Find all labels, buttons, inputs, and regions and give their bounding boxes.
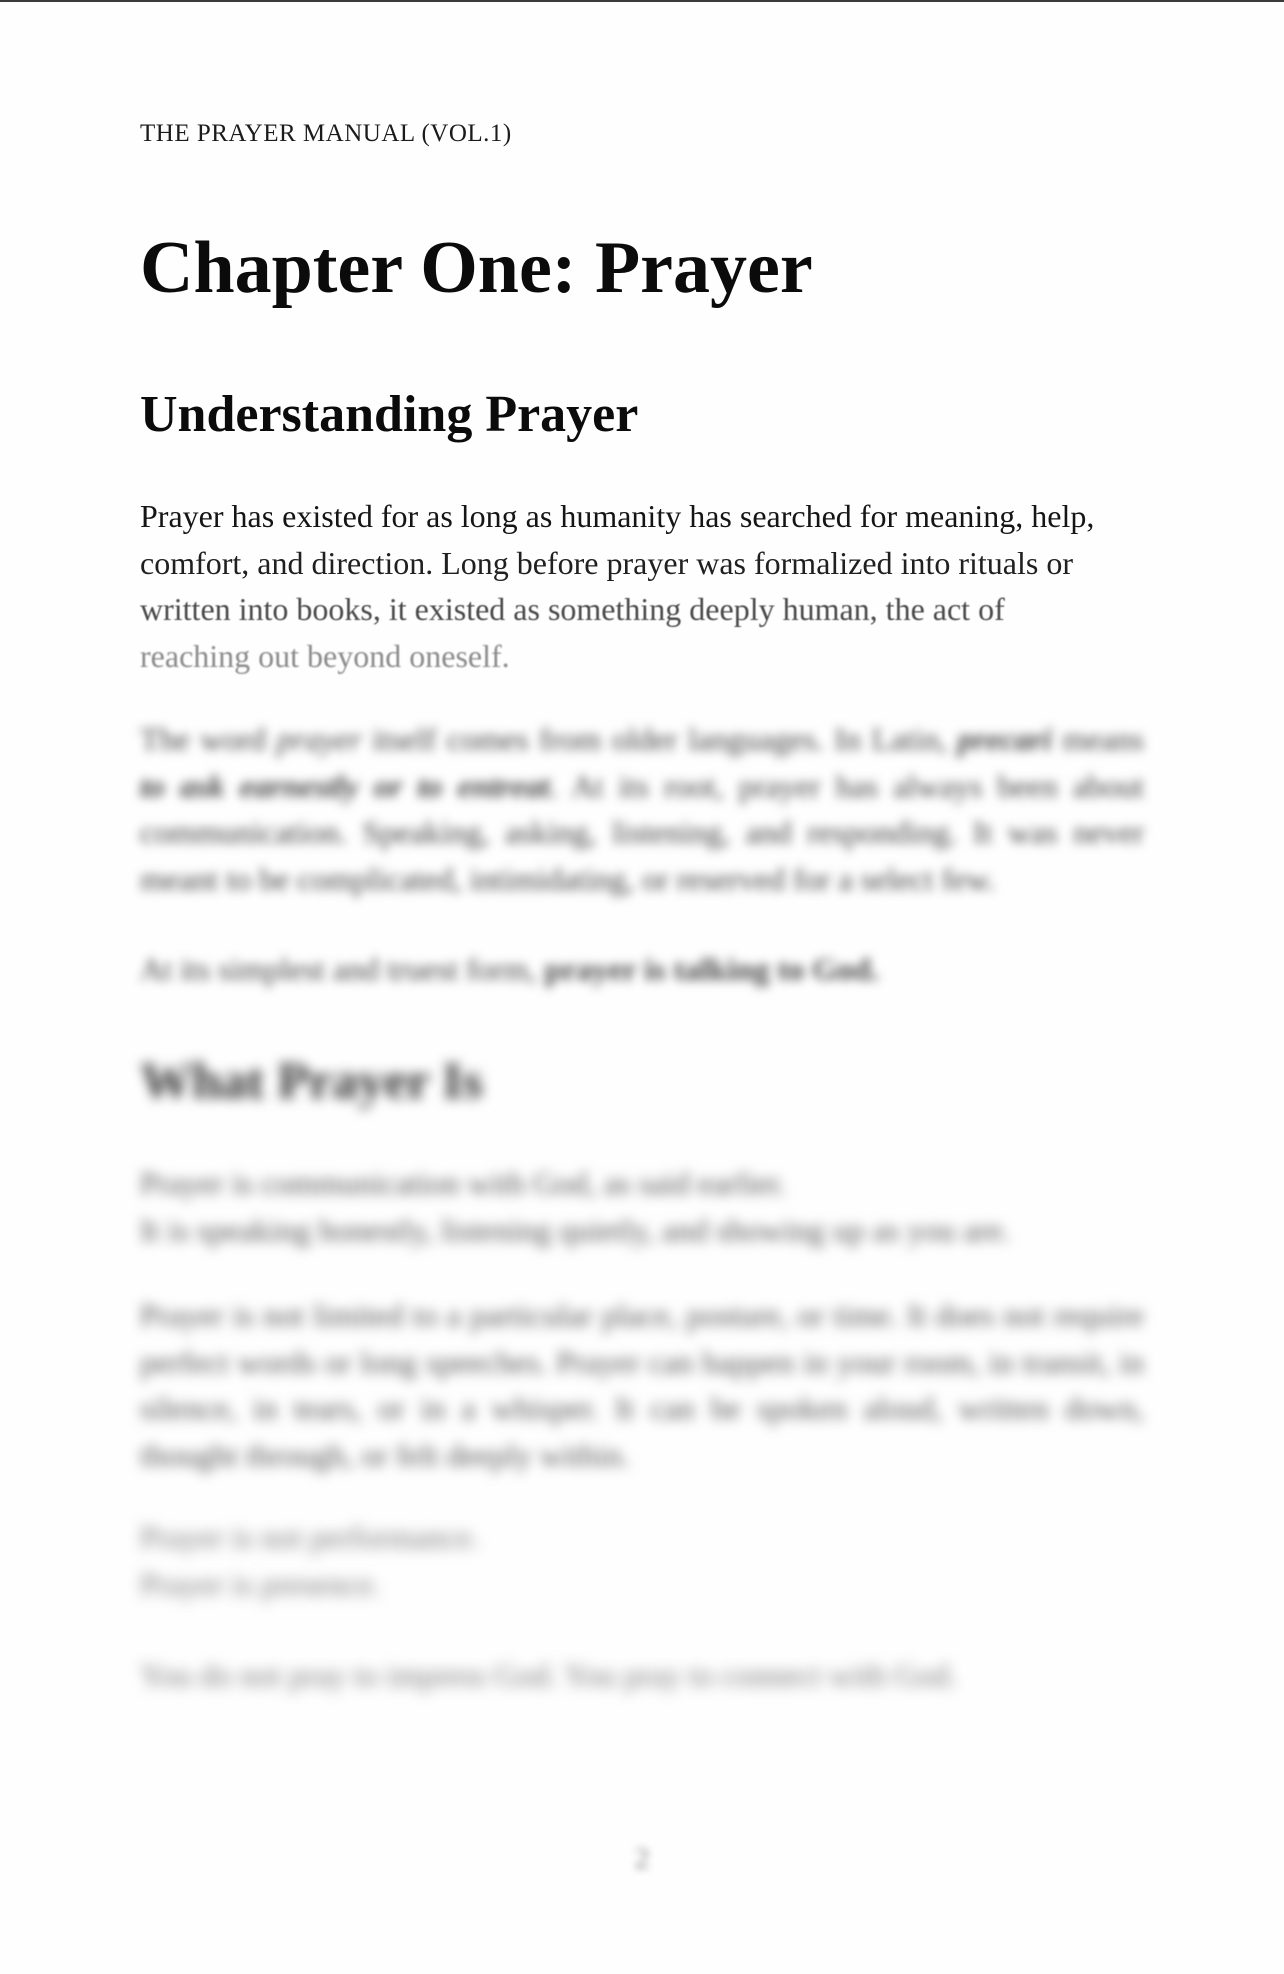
paragraph-line: written into books, it existed as something deeply human, the act of (140, 591, 1005, 627)
section-title-what-prayer-is: What Prayer Is (140, 1053, 483, 1110)
bold-phrase: prayer is talking to God. (544, 951, 879, 987)
paragraph-simplest-form (140, 946, 1144, 993)
paragraph-not-limited: Prayer is not limited to a particular place, posture, or time. It does not require perfect words or long speeches. Prayer can happen in your room, in transit, in silence, in tears, or in a whisper. It can be spoken aloud, written down, thought through, or felt deeply within. (140, 1297, 1144, 1473)
text-run: The word (140, 721, 277, 757)
paragraph-connect: You do not pray to impress God. You pray to connect with God. (140, 1657, 958, 1693)
paragraph-line: Prayer is communication with God, as said earlier. (140, 1165, 787, 1201)
text-run: itself comes from older languages. In Latin, (361, 721, 958, 757)
paragraph-etymology (140, 716, 1144, 902)
text-run: At its simplest and truest form, (140, 951, 545, 987)
paragraph-line: comfort, and direction. Long before prayer was formalized into rituals or (140, 544, 1073, 581)
paragraph-line: reaching out beyond oneself. (140, 637, 510, 674)
paragraph-line: Prayer is presence. (140, 1565, 381, 1602)
paragraph-line: It is speaking honestly, listening quietly, and showing up as you are. (140, 1211, 1011, 1248)
italic-word: prayer (276, 721, 362, 757)
chapter-title: Chapter One: Prayer (140, 227, 813, 309)
paragraph-presence (140, 1514, 1144, 1607)
text-run: means (1051, 721, 1145, 757)
paragraph-intro (140, 493, 1144, 679)
page-number: 2 (634, 1842, 650, 1875)
paragraph-line: Prayer has existed for as long as humanity has searched for meaning, help, (140, 498, 1095, 534)
text-run: . At its root, prayer has always been about communication. Speaking, asking, listening, and responding. It was never meant to be complicated, intimidating, or reserved for a select few. (140, 767, 1144, 897)
running-header: THE PRAYER MANUAL (VOL.1) (140, 120, 512, 147)
bold-italic-word: precari (957, 721, 1052, 757)
paragraph-line: Prayer is not performance. (140, 1519, 480, 1555)
section-title-understanding: Understanding Prayer (140, 386, 639, 443)
bold-italic-phrase: to ask earnestly or to entreat (140, 767, 550, 804)
paragraph-communication (140, 1160, 1144, 1253)
